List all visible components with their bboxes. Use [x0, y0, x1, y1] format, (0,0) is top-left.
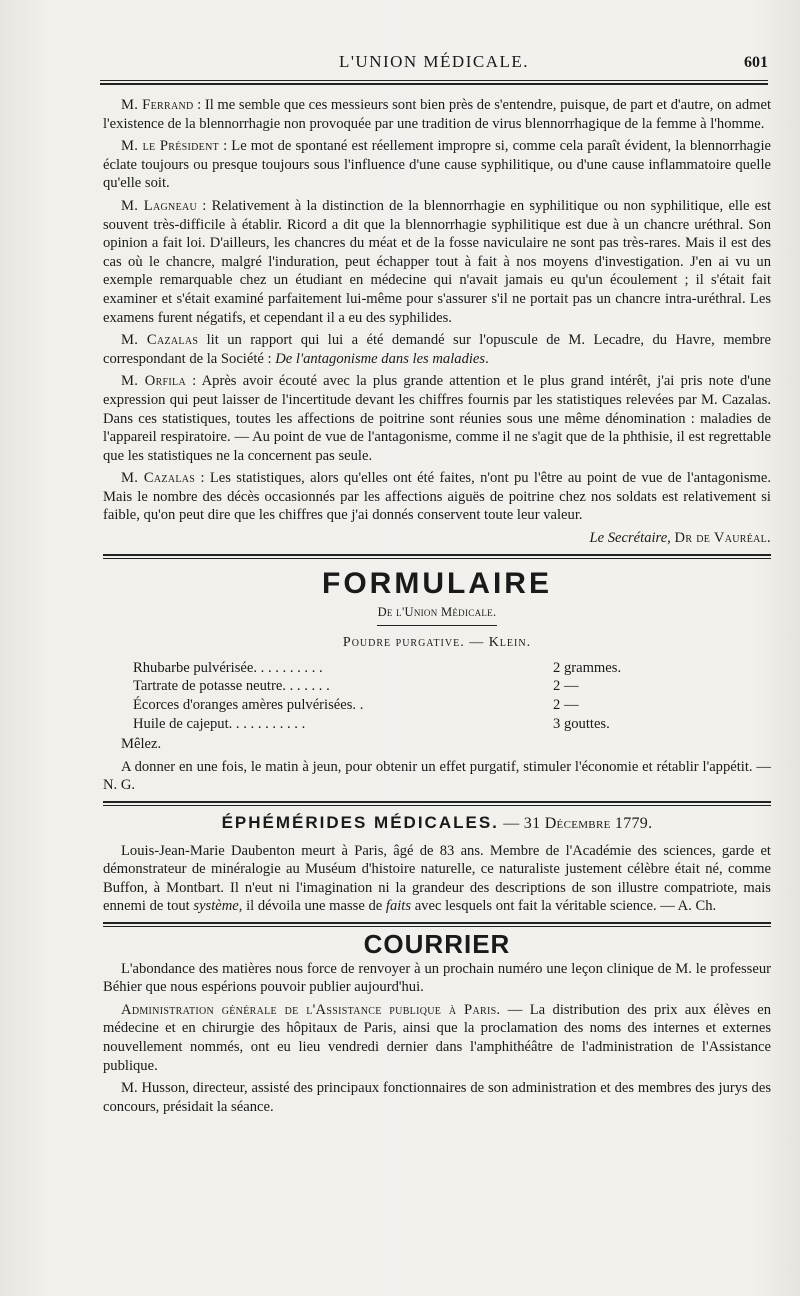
ephemerides-text: avec lesquels ont fait la véritable science. — A. Ch. — [411, 898, 717, 915]
formulaire-title: FORMULAIRE — [322, 566, 552, 600]
section-divider — [103, 554, 771, 559]
ephemerides-heading — [103, 814, 771, 834]
ephemerides-text: , il dévoila une masse de — [238, 898, 386, 915]
speaker-name: M. le Président — [121, 138, 220, 155]
secretary-signature — [103, 529, 771, 548]
speaker-name: M. Cazalas — [121, 332, 199, 349]
courrier-title: COURRIER — [363, 928, 511, 959]
speech-text: : Après avoir écouté avec la plus grande attention et le plus grand intérêt, j'ai pris note d'une expression qui peut laisser de l'incertitude devant les chiffres fournis par les statistiques relevées par M. Cazalas. Dans ces statistiques, toutes les affections de poitrine sont réunies sous une même dénomination : maladies de l'appareil respiratoire. — Au point de vue de l'antagonisme, comme il ne s'agit que de la phthisie, il est regrettable que les statistiques ne la concernent pas seule. — [103, 373, 771, 464]
speaker-name: M. Cazalas — [121, 470, 196, 487]
ingredient-row — [103, 715, 771, 734]
recipe-title: Poudre purgative. — Klein. — [342, 635, 532, 651]
courrier-paragraph — [103, 1001, 771, 1075]
debate-paragraph — [103, 331, 771, 368]
ingredient-qty: 2 — — [553, 697, 579, 714]
speech-text-end: . — [485, 350, 489, 367]
recipe-melez: Mêlez. — [121, 736, 162, 753]
header-rule — [100, 80, 768, 85]
speech-text: lit un rapport qui lui a été demandé sur l'opuscule de M. Lecadre, du Havre, membre correspondant de la Société : — [103, 332, 772, 367]
courrier-label: Administration générale de l'Assistance publique à Paris. — [121, 1001, 501, 1018]
emphasis-word: faits — [385, 898, 412, 915]
ingredient-name: Tartrate de potasse neutre. . . . . . . — [133, 678, 330, 695]
ingredient-name: Huile de cajeput. . . . . . . . . . . — [133, 715, 306, 732]
ingredient-row — [103, 659, 771, 678]
short-divider — [377, 625, 497, 626]
emphasis-word: système — [193, 898, 239, 915]
speech-text: : Les statistiques, alors qu'elles ont été faites, n'ont pu l'être au point de vue de l'antagonisme. Mais le nombre des décès occasionnés par les affections aiguës de poitrine chez nos soldats est relativement si faible, qu'on peut dire que les chiffres que j'ai donnés conservent toute leur valeur. — [103, 470, 772, 524]
courrier-paragraph: L'abondance des matières nous force de renvoyer à un prochain numéro une leçon clinique de M. le professeur Béhier que nous espérions pouvoir publier aujourd'hui. — [103, 960, 771, 996]
section-divider — [103, 801, 771, 806]
signature-role: Le Secrétaire, — [589, 530, 671, 547]
ingredient-row — [103, 696, 771, 715]
recipe-instructions: A donner en une fois, le matin à jeun, pour obtenir un effet purgatif, stimuler l'économie et rétablir l'appétit. — N. G. — [103, 758, 771, 794]
speaker-name: M. Orfila — [121, 373, 186, 390]
speech-text: : Le mot de spontané est réellement impropre si, comme cela paraît évident, la blennorrhagie éclate toujours ou presque toujours sous l'influence d'une cause syphilitique, ou d'une cause inflammatoire quelle qu'elle soit. — [103, 138, 771, 192]
ingredient-name: Rhubarbe pulvérisée. . . . . . . . . . — [133, 659, 323, 676]
debate-paragraph — [103, 372, 771, 465]
signature-name: Dr de Vauréal. — [674, 530, 771, 547]
page-header — [100, 50, 768, 78]
ingredient-qty: 2 grammes. — [553, 659, 622, 676]
debate-paragraph — [103, 197, 771, 327]
ephemerides-date: — 31 Décembre 1779. — [498, 815, 653, 832]
work-title: De l'antagonisme dans les maladies — [275, 350, 486, 367]
section-divider — [103, 922, 771, 927]
speech-text: : Relativement à la distinction de la blennorrhagie en syphilitique ou non syphilitique, elle est souvent très-difficile à établir. Ricord a dit que la blennorrhagie syphilitique est due à un chancre uréthral. Son opinion a fait loi. D'ailleurs, les chancres du méat et de la fosse naviculaire ne sont pas très-rares. Mais il est des cas où le chancre, malgré l'induration, peut échapper tout à fait à nos moyens d'investigation. J'en ai vu un exemple remarquable chez un étudiant en médecine qui n'avait jamais eu qu'un écoulement ; il s'était fait examiner et s'était examiné parfaitement lui-même pour s'assurer s'il ne portait pas un chancre intra-uréthral. Les examens furent négatifs, et cependant il a eu des syphilides. — [103, 197, 771, 326]
ingredient-qty: 3 gouttes. — [553, 715, 610, 732]
speech-text: : Il me semble que ces messieurs sont bien près de s'entendre, puisque, de part et d'autre, on admet l'existence de la blennorrhagie non provoquée par une tradition de virus blennorrhagique de la femme à l'homme. — [103, 97, 772, 132]
article-body — [103, 96, 771, 1120]
page-number: 601 — [744, 54, 768, 71]
ingredient-qty: 2 — — [553, 678, 579, 695]
ingredient-name: Écorces d'oranges amères pulvérisées. . — [133, 697, 364, 714]
debate-paragraph — [103, 469, 771, 525]
ephemerides-title: ÉPHÉMÉRIDES MÉDICALES. — [221, 813, 499, 832]
debate-paragraph — [103, 96, 771, 133]
formulaire-subtitle: De l'Union Médicale. — [377, 604, 497, 619]
ingredient-list — [103, 659, 771, 733]
debate-paragraph — [103, 137, 771, 193]
speaker-name: M. Lagneau — [121, 197, 198, 214]
courrier-text: — La distribution des prix aux élèves en médecine et en chirurgie des hôpitaux de Paris, ainsi que la proclamation des noms des internes et externes nouvellement nommés, ont eu lieu vendredi dernier dans l'amphithéâtre de l'administration de l'Assistance publique. — [103, 1001, 771, 1074]
ingredient-row — [103, 677, 771, 696]
ephemerides-text: Louis-Jean-Marie Daubenton meurt à Paris, âgé de 83 ans. Membre de l'Académie des sciences, garde et démonstrateur de minéralogie au Muséum d'histoire naturelle, ce naturaliste justement célèbre était né, comme Buffon, à Montbart. Il n'eut ni l'imagination ni la grandeur des descriptions de son illustre compatriote, mais ennemi de tout — [103, 842, 771, 915]
running-title: L'UNION MÉDICALE. — [338, 52, 530, 71]
ephemerides-paragraph — [103, 842, 771, 916]
courrier-paragraph: M. Husson, directeur, assisté des principaux fonctionnaires de son administration et des membres des jurys des concours, présidait la séance. — [103, 1080, 771, 1115]
speaker-name: M. Ferrand — [121, 97, 194, 113]
